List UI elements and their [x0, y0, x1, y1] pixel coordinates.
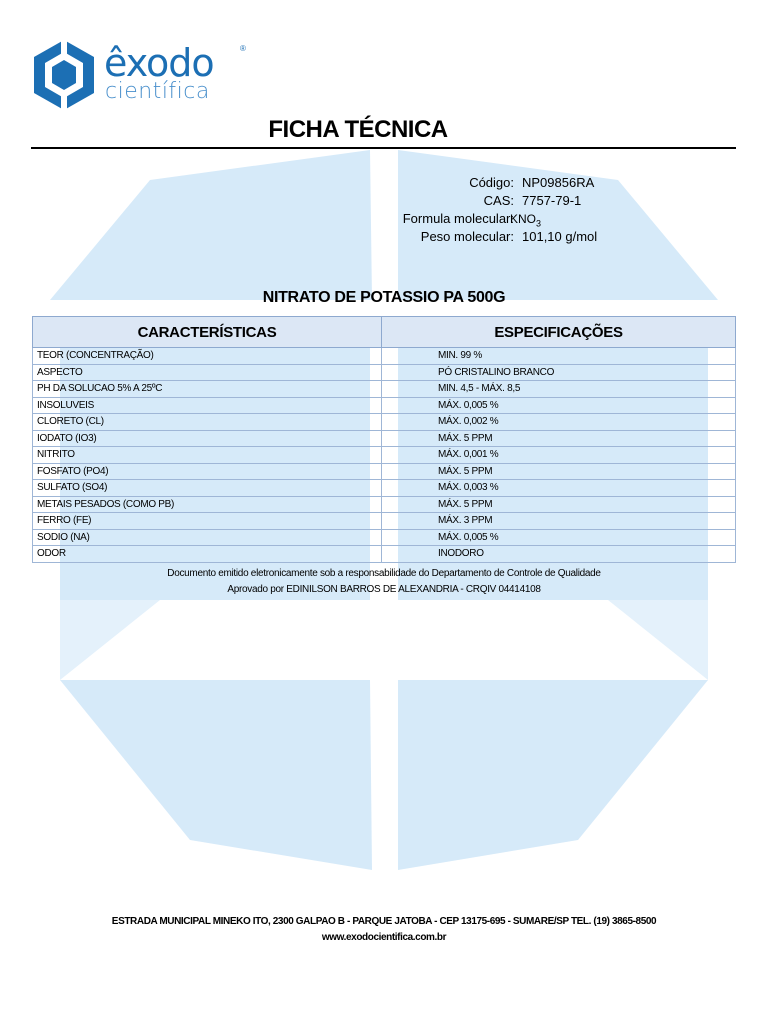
header-characteristics: CARACTERÍSTICAS	[33, 317, 382, 348]
characteristic-cell: FERRO (FE)	[33, 513, 382, 530]
hexagon-logo-icon	[30, 38, 98, 112]
characteristic-cell: CLORETO (CL)	[33, 414, 382, 431]
title-divider	[31, 147, 736, 149]
table-row	[33, 348, 736, 365]
characteristic-cell: IODATO (IO3)	[33, 430, 382, 447]
characteristic-cell: INSOLUVEIS	[33, 397, 382, 414]
meta-value-cas: 7757-79-1	[522, 193, 582, 208]
table-row	[33, 397, 736, 414]
characteristic-cell: ODOR	[33, 546, 382, 563]
table-row	[33, 381, 736, 398]
characteristic-cell: SULFATO (SO4)	[33, 480, 382, 497]
table-row	[33, 447, 736, 464]
table-row	[33, 430, 736, 447]
table-row	[33, 496, 736, 513]
meta-label-cas: CAS:	[483, 193, 514, 208]
specification-cell: PÓ CRISTALINO BRANCO	[382, 364, 736, 381]
specification-cell: MÁX. 5 PPM	[382, 430, 736, 447]
specification-cell: MÁX. 0,005 %	[382, 397, 736, 414]
specification-cell: MÁX. 0,005 %	[382, 529, 736, 546]
specification-cell: MÁX. 0,001 %	[382, 447, 736, 464]
specification-cell: MIN. 4,5 - MÁX. 8,5	[382, 381, 736, 398]
quality-note: Documento emitido eletronicamente sob a responsabilidade do Departamento de Controle de Qualidade	[167, 568, 601, 579]
meta-label-weight: Peso molecular:	[420, 229, 514, 244]
specifications-table	[32, 316, 736, 563]
product-name: NITRATO DE POTASSIO PA 500G	[262, 289, 506, 306]
meta-values	[510, 174, 598, 246]
header-specifications: ESPECIFICAÇÕES	[382, 317, 736, 348]
table-row	[33, 546, 736, 563]
specification-cell: MÁX. 5 PPM	[382, 463, 736, 480]
table-row	[33, 480, 736, 497]
meta-value-formula	[510, 210, 597, 229]
company-logo	[30, 38, 246, 112]
characteristic-cell: TEOR (CONCENTRAÇÃO)	[33, 348, 382, 365]
characteristic-cell: ASPECTO	[33, 364, 382, 381]
characteristic-cell: SODIO (NA)	[33, 529, 382, 546]
specification-cell: MÁX. 0,003 %	[382, 480, 736, 497]
table-row	[33, 513, 736, 530]
specification-cell: MÁX. 3 PPM	[382, 513, 736, 530]
meta-label-formula: Formula molecular:	[402, 211, 514, 226]
document-title: FICHA TÉCNICA	[268, 116, 448, 143]
characteristic-cell: PH DA SOLUCAO 5% A 25ºC	[33, 381, 382, 398]
characteristic-cell: FOSFATO (PO4)	[33, 463, 382, 480]
approval-note: Aprovado por EDINILSON BARROS DE ALEXANDRIA - CRQIV 04414108	[227, 584, 541, 595]
brand-name: êxodo	[104, 41, 214, 85]
specification-cell: MÁX. 0,002 %	[382, 414, 736, 431]
table-row	[33, 463, 736, 480]
table-row	[33, 364, 736, 381]
characteristic-cell: METAIS PESADOS (COMO PB)	[33, 496, 382, 513]
meta-value-code: NP09856RA	[522, 175, 595, 190]
table-header-row	[33, 317, 736, 348]
characteristic-cell: NITRITO	[33, 447, 382, 464]
specification-cell: MIN. 99 %	[382, 348, 736, 365]
specification-cell: INODORO	[382, 546, 736, 563]
specification-cell: MÁX. 5 PPM	[382, 496, 736, 513]
table-row	[33, 529, 736, 546]
meta-labels	[403, 174, 514, 246]
table-row	[33, 414, 736, 431]
meta-value-weight: 101,10 g/mol	[522, 229, 598, 244]
formula-subscript: 3	[536, 218, 542, 229]
brand-subtitle: científica	[105, 79, 210, 104]
footer-address: ESTRADA MUNICIPAL MINEKO ITO, 2300 GALPAO B - PARQUE JATOBA - CEP 13175-695 - SUMARE/SP TEL. (19) 3865-8500	[111, 916, 657, 927]
footer-website-link[interactable]: www.exodocientifica.com.br	[321, 932, 447, 943]
registered-mark: ®	[240, 44, 246, 53]
formula-text: KNO	[510, 212, 537, 226]
meta-label-code: Código:	[469, 175, 514, 190]
